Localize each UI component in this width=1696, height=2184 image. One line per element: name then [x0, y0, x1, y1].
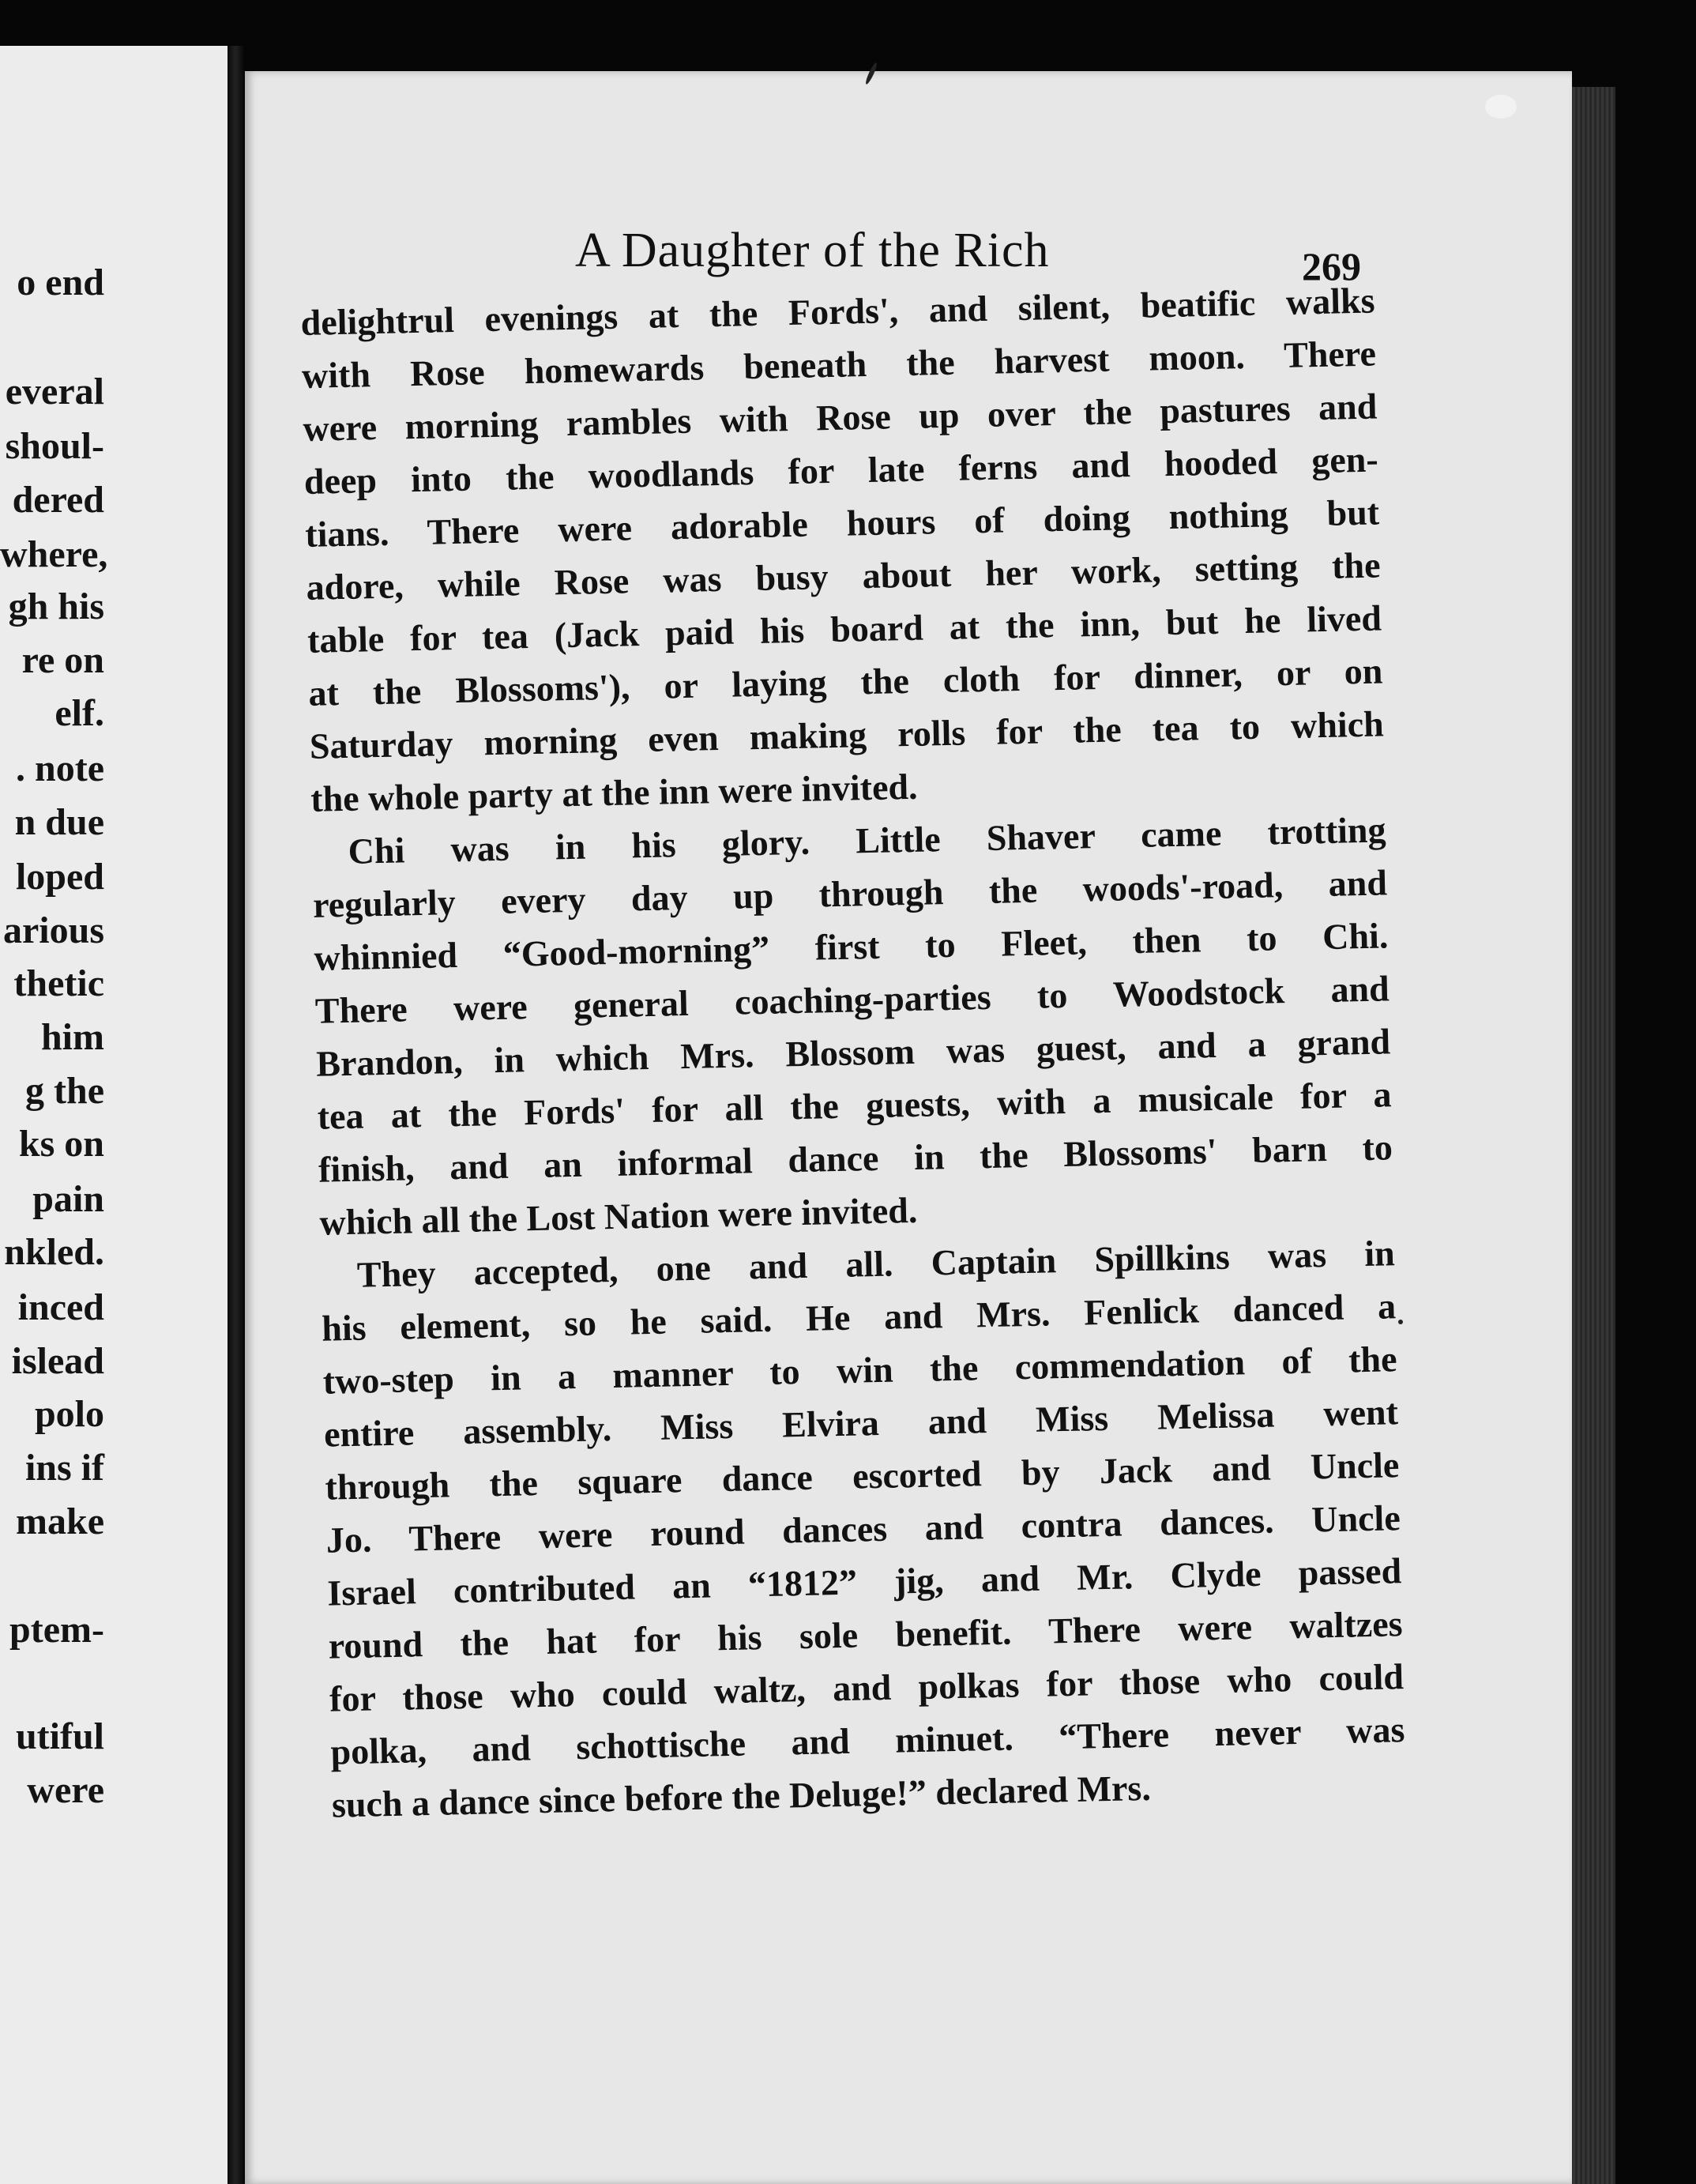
text-line: which all the Lost Nation were invited. [319, 1189, 918, 1243]
left-page-line: ks on [18, 1123, 104, 1165]
text-line: two-step in a manner to win the commendation of the [322, 1339, 1398, 1402]
text-line: the whole party at the inn were invited. [310, 766, 919, 819]
text-line: Saturday morning even making rolls for the tea to which [309, 703, 1385, 766]
paragraph [300, 274, 1386, 826]
left-page-line: where, [0, 533, 108, 575]
paragraph [311, 803, 1394, 1248]
scan-speck [1398, 1320, 1403, 1324]
left-page-line: arious [2, 909, 104, 951]
text-line: through the square dance escorted by Jack and Uncle [325, 1444, 1400, 1508]
left-page-line: utiful [15, 1715, 104, 1757]
left-page-line: him [40, 1016, 104, 1058]
text-line: Chi was in his glory. Little Shaver came trotting [348, 809, 1386, 872]
text-line: tea at the Fords' for all the guests, with a musicale for a [317, 1074, 1392, 1137]
text-line: tians. There were adorable hours of doing nothing but [304, 491, 1380, 555]
text-line: Israel contributed an “1812” jig, and Mr. Clyde passed [326, 1550, 1402, 1614]
text-line: for those who could waltz, and polkas for those who could [329, 1656, 1405, 1719]
body-text [300, 274, 1406, 1832]
text-line: round the hat for his sole benefit. There were waltzes [328, 1603, 1404, 1666]
left-page-line: were [27, 1769, 104, 1811]
running-head: A Daughter of the Rich [575, 224, 1050, 277]
left-page-line: nkled. [4, 1231, 104, 1273]
page-edges [1572, 87, 1615, 2184]
text-line: Jo. There were round dances and contra dances. Uncle [325, 1497, 1401, 1561]
left-page-line: make [16, 1501, 104, 1542]
left-page-line: o end [17, 262, 104, 303]
left-page-line: dered [12, 479, 104, 521]
text-line: table for tea (Jack paid his board at the inn, but he lived [306, 597, 1382, 661]
left-page-line: pain [32, 1178, 104, 1220]
left-page-line: g the [25, 1070, 104, 1112]
book-gutter [228, 46, 243, 2184]
text-line: They accepted, one and all. Captain Spillkins was in [356, 1233, 1396, 1295]
text-line: such a dance since before the Deluge!” declared Mrs. [331, 1767, 1152, 1825]
text-line: regularly every day up through the woods'-road, and [312, 862, 1388, 925]
left-page-line: loped [15, 856, 104, 898]
left-page-line: polo [34, 1393, 104, 1435]
left-page-line: . note [16, 747, 104, 789]
text-line: entire assembly. Miss Elvira and Miss Melissa went [323, 1391, 1399, 1455]
text-line: There were general coaching-parties to Woodstock and [314, 968, 1390, 1031]
text-line: were morning rambles with Rose up over the pastures and [302, 386, 1378, 449]
text-line: Brandon, in which Mrs. Blossom was guest, and a grand [315, 1021, 1391, 1084]
text-line: polka, and schottische and minuet. “There never was [330, 1709, 1405, 1772]
left-page-line: re on [21, 639, 104, 681]
left-page-line: elf. [55, 692, 104, 734]
page-number: 269 [1302, 244, 1361, 288]
text-line: delightrul evenings at the Fords', and silent, beatific walks [300, 280, 1375, 343]
text-line: his element, so he said. He and Mrs. Fenlick danced a [321, 1286, 1397, 1349]
left-page-line: everal [5, 371, 104, 412]
left-page-line: gh his [8, 586, 104, 627]
left-page-line: inced [17, 1286, 104, 1328]
text-line: at the Blossoms'), or laying the cloth for dinner, or on [307, 650, 1383, 714]
text-line: deep into the woodlands for late ferns and hooded gen- [303, 439, 1379, 502]
left-page-line: thetic [13, 962, 104, 1004]
left-page-line: n due [14, 801, 104, 843]
left-page-line: shoul- [5, 425, 104, 467]
text-line: finish, and an informal dance in the Blossoms' barn to [318, 1127, 1393, 1190]
text-line: adore, while Rose was busy about her work, setting the [306, 544, 1381, 608]
left-facing-page [0, 46, 235, 2184]
text-line: with Rose homewards beneath the harvest moon. There [301, 333, 1377, 396]
left-page-line: islead [11, 1340, 104, 1382]
left-page-line: ins if [24, 1447, 104, 1489]
paragraph [320, 1226, 1406, 1831]
text-line: whinnied “Good-morning” first to Fleet, then to Chi. [314, 915, 1389, 978]
scan-speck [1485, 95, 1517, 119]
left-page-line: ptem- [9, 1609, 104, 1651]
